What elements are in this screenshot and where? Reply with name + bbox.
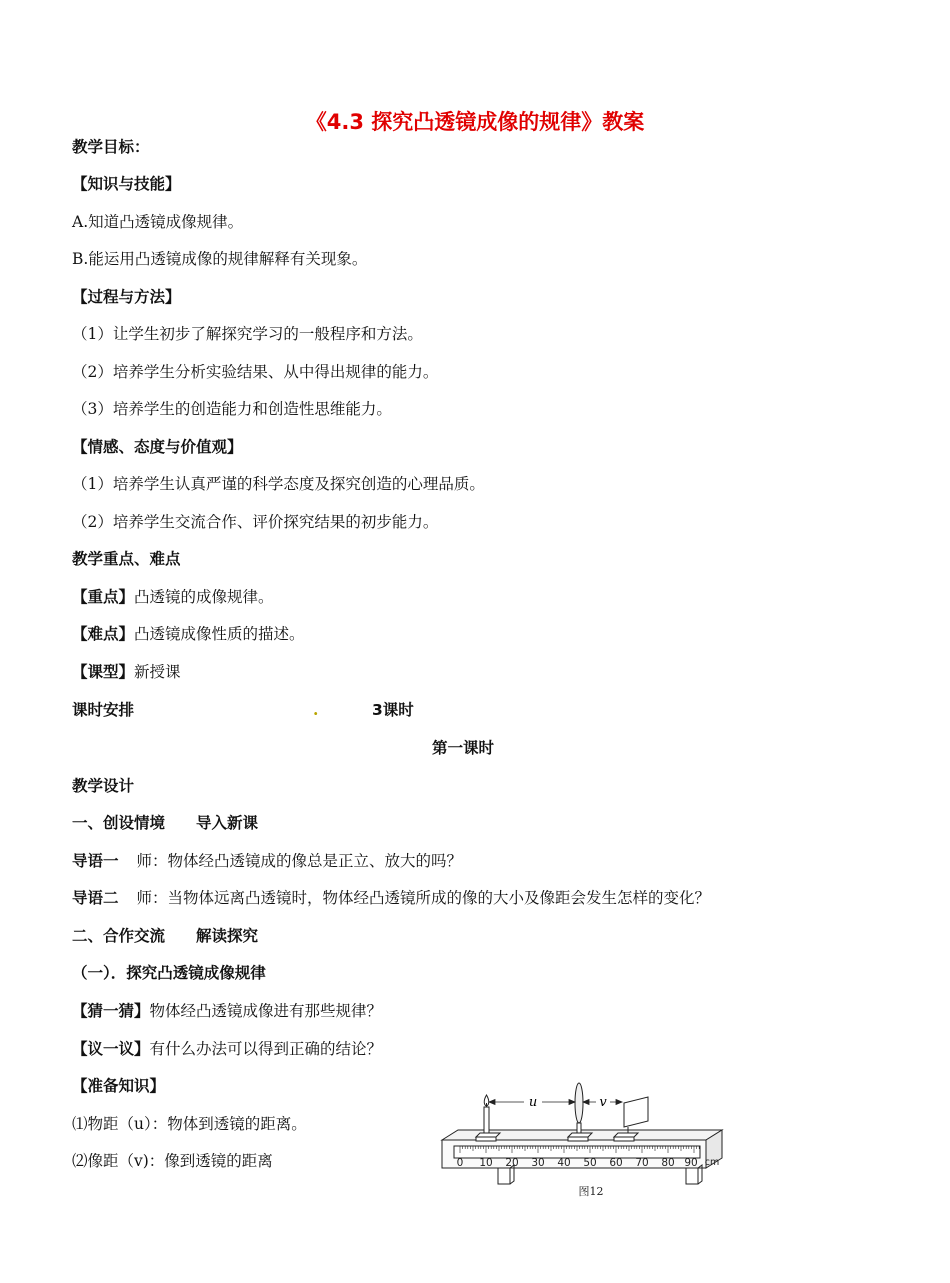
scale-label: 60 [609, 1157, 623, 1169]
intro-1-label: 导语一 [72, 852, 119, 870]
design-heading: 教学设计 [72, 777, 135, 795]
process-heading: 【过程与方法】 [72, 288, 181, 306]
process-item: （1）让学生初步了解探究学习的一般程序和方法。 [72, 325, 423, 343]
intro-1 [72, 851, 462, 871]
discuss-text: 有什么办法可以得到正确的结论？ [149, 1040, 383, 1058]
key-point-text: 凸透镜的成像规律。 [134, 588, 274, 606]
objectives-heading: 教学目标： [72, 138, 150, 156]
scale-label: 40 [557, 1157, 571, 1169]
focus-heading: 教学重点、难点 [72, 550, 181, 568]
schedule-label: 课时安排 [72, 701, 135, 719]
scale-label: 70 [635, 1157, 649, 1169]
scale-label: 90 [684, 1157, 698, 1169]
intro-2-label: 导语二 [72, 889, 119, 907]
process-item: （2）培养学生分析实验结果、从中得出规律的能力。 [72, 363, 439, 381]
intro-1-text: 师：物体经凸透镜成的像总是正立、放大的吗？ [136, 852, 463, 870]
subsection-1-heading: （一）．探究凸透镜成像规律 [72, 964, 266, 982]
discuss-label: 【议一议】 [72, 1040, 150, 1058]
knowledge-item: A.知道凸透镜成像规律。 [72, 213, 244, 231]
figure-caption: 图12 [578, 1185, 604, 1198]
guess-line [72, 1001, 382, 1021]
prep-heading: 【准备知识】 [72, 1077, 166, 1095]
guess-label: 【猜一猜】 [72, 1002, 150, 1020]
key-point-label: 【重点】 [72, 588, 135, 606]
lesson-type-line [72, 662, 181, 682]
knowledge-item: B.能运用凸透镜成像的规律解释有关现象。 [72, 250, 368, 268]
section-2-heading: 二、合作交流 解读探究 [72, 927, 259, 945]
scale-label: 30 [531, 1157, 545, 1169]
scale-unit: cm [704, 1157, 720, 1168]
guess-text: 物体经凸透镜成像进有那些规律？ [149, 1002, 383, 1020]
emotion-heading: 【情感、态度与价值观】 [72, 438, 243, 456]
process-item: （3）培养学生的创造能力和创造性思维能力。 [72, 400, 392, 418]
lesson-type-label: 【课型】 [72, 663, 135, 681]
decorative-mark: . [313, 700, 319, 719]
difficult-point-text: 凸透镜成像性质的描述。 [134, 625, 305, 643]
key-point-line [72, 587, 274, 607]
lesson-heading: 第一课时 [431, 739, 494, 757]
scale-label: 0 [456, 1157, 464, 1169]
section-1-heading: 一、创设情境 导入新课 [72, 814, 259, 832]
intro-2-text: 师：当物体远离凸透镜时，物体经凸透镜所成的像的大小及像距会发生怎样的变化？ [136, 889, 711, 907]
difficult-point-label: 【难点】 [72, 625, 135, 643]
lesson-type-text: 新授课 [134, 663, 181, 681]
scale-label: 50 [583, 1157, 597, 1169]
scale-label: 80 [661, 1157, 675, 1169]
emotion-item: （1）培养学生认真严谨的科学态度及探究创造的心理品质。 [72, 475, 485, 493]
intro-2 [72, 888, 710, 908]
prep-item: ⑴物距（u）：物体到透镜的距离。 [72, 1115, 307, 1133]
schedule-value: 3课时 [372, 701, 414, 719]
difficult-point-line [72, 624, 305, 644]
scale-label: 20 [505, 1157, 519, 1169]
v-label: v [599, 1095, 607, 1110]
scale-label: 10 [479, 1157, 493, 1169]
emotion-item: （2）培养学生交流合作、评价探究结果的初步能力。 [72, 513, 439, 531]
prep-item: ⑵像距（v)：像到透镜的距离 [72, 1152, 273, 1170]
page-title: 《4.3 探究凸透镜成像的规律》教案 [305, 110, 645, 134]
optical-bench-figure [436, 1075, 732, 1201]
discuss-line [72, 1039, 382, 1059]
u-label: u [528, 1095, 538, 1110]
knowledge-heading: 【知识与技能】 [72, 175, 181, 193]
